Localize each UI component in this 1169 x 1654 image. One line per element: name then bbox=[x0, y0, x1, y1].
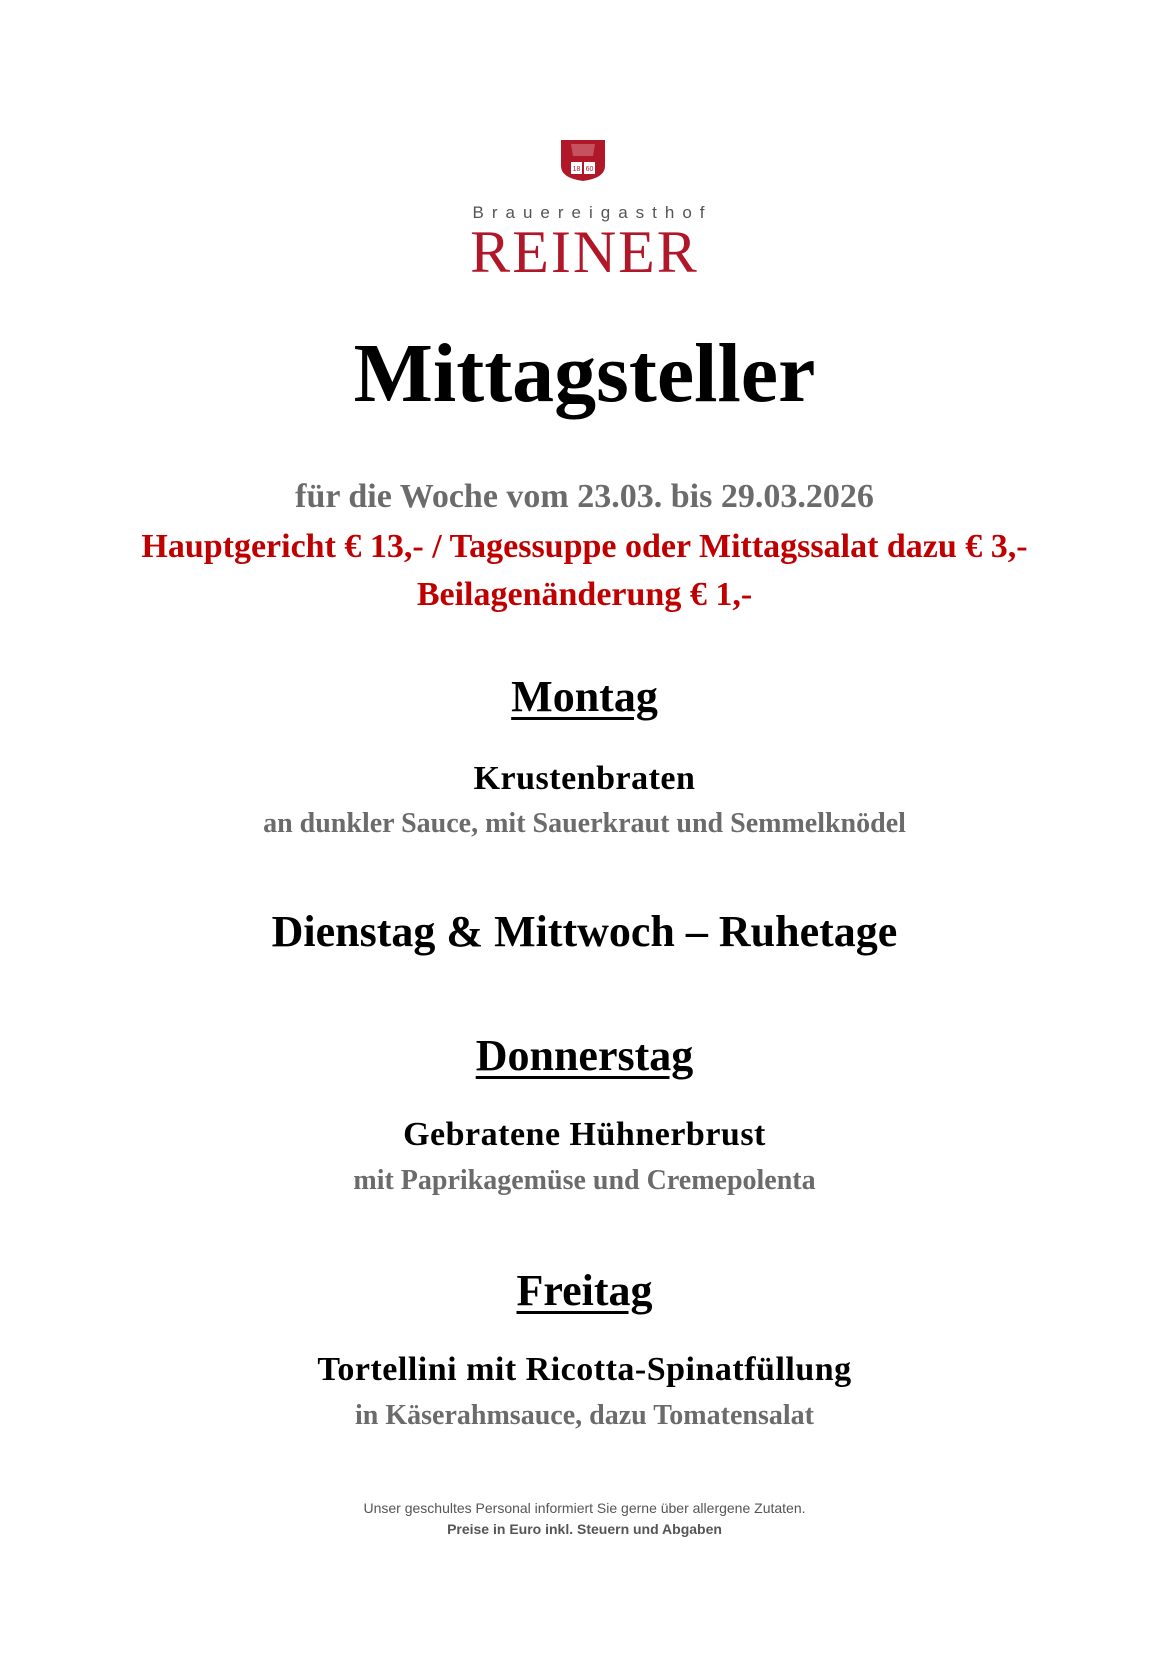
shield-logo-icon bbox=[559, 138, 607, 182]
price-notice: Preise in Euro inkl. Steuern und Abgaben bbox=[447, 1521, 722, 1537]
week-range: für die Woche vom 23.03. bis 29.03.2026 bbox=[295, 478, 874, 515]
allergen-notice: Unser geschultes Personal informiert Sie gerne über allergene Zutaten. bbox=[363, 1500, 806, 1516]
day-heading-monday: Montag bbox=[511, 672, 658, 721]
page-title: Mittagsteller bbox=[353, 327, 816, 420]
logo-year-right: 60 bbox=[585, 166, 594, 173]
logo-year-left: 18 bbox=[572, 166, 581, 173]
dish-description-monday: an dunkler Sauce, mit Sauerkraut und Semmelknödel bbox=[263, 808, 906, 839]
dish-name-thursday: Gebratene Hühnerbrust bbox=[403, 1116, 766, 1153]
day-heading-friday: Freitag bbox=[516, 1266, 653, 1315]
dish-name-monday: Krustenbraten bbox=[473, 760, 696, 797]
price-line-main: Hauptgericht € 13,- / Tagessuppe oder Mittagssalat dazu € 3,- bbox=[141, 528, 1028, 565]
logo-subtitle: Brauereigasthof bbox=[472, 203, 713, 222]
logo-name: REINER bbox=[470, 219, 699, 285]
closed-days-notice: Dienstag & Mittwoch – Ruhetage bbox=[271, 907, 898, 956]
dish-description-thursday: mit Paprikagemüse und Cremepolenta bbox=[353, 1165, 816, 1196]
price-line-sides: Beilagenänderung € 1,- bbox=[416, 576, 753, 613]
dish-name-friday: Tortellini mit Ricotta-Spinatfüllung bbox=[317, 1351, 852, 1388]
day-heading-thursday: Donnerstag bbox=[475, 1031, 694, 1080]
dish-description-friday: in Käserahmsauce, dazu Tomatensalat bbox=[355, 1400, 814, 1431]
